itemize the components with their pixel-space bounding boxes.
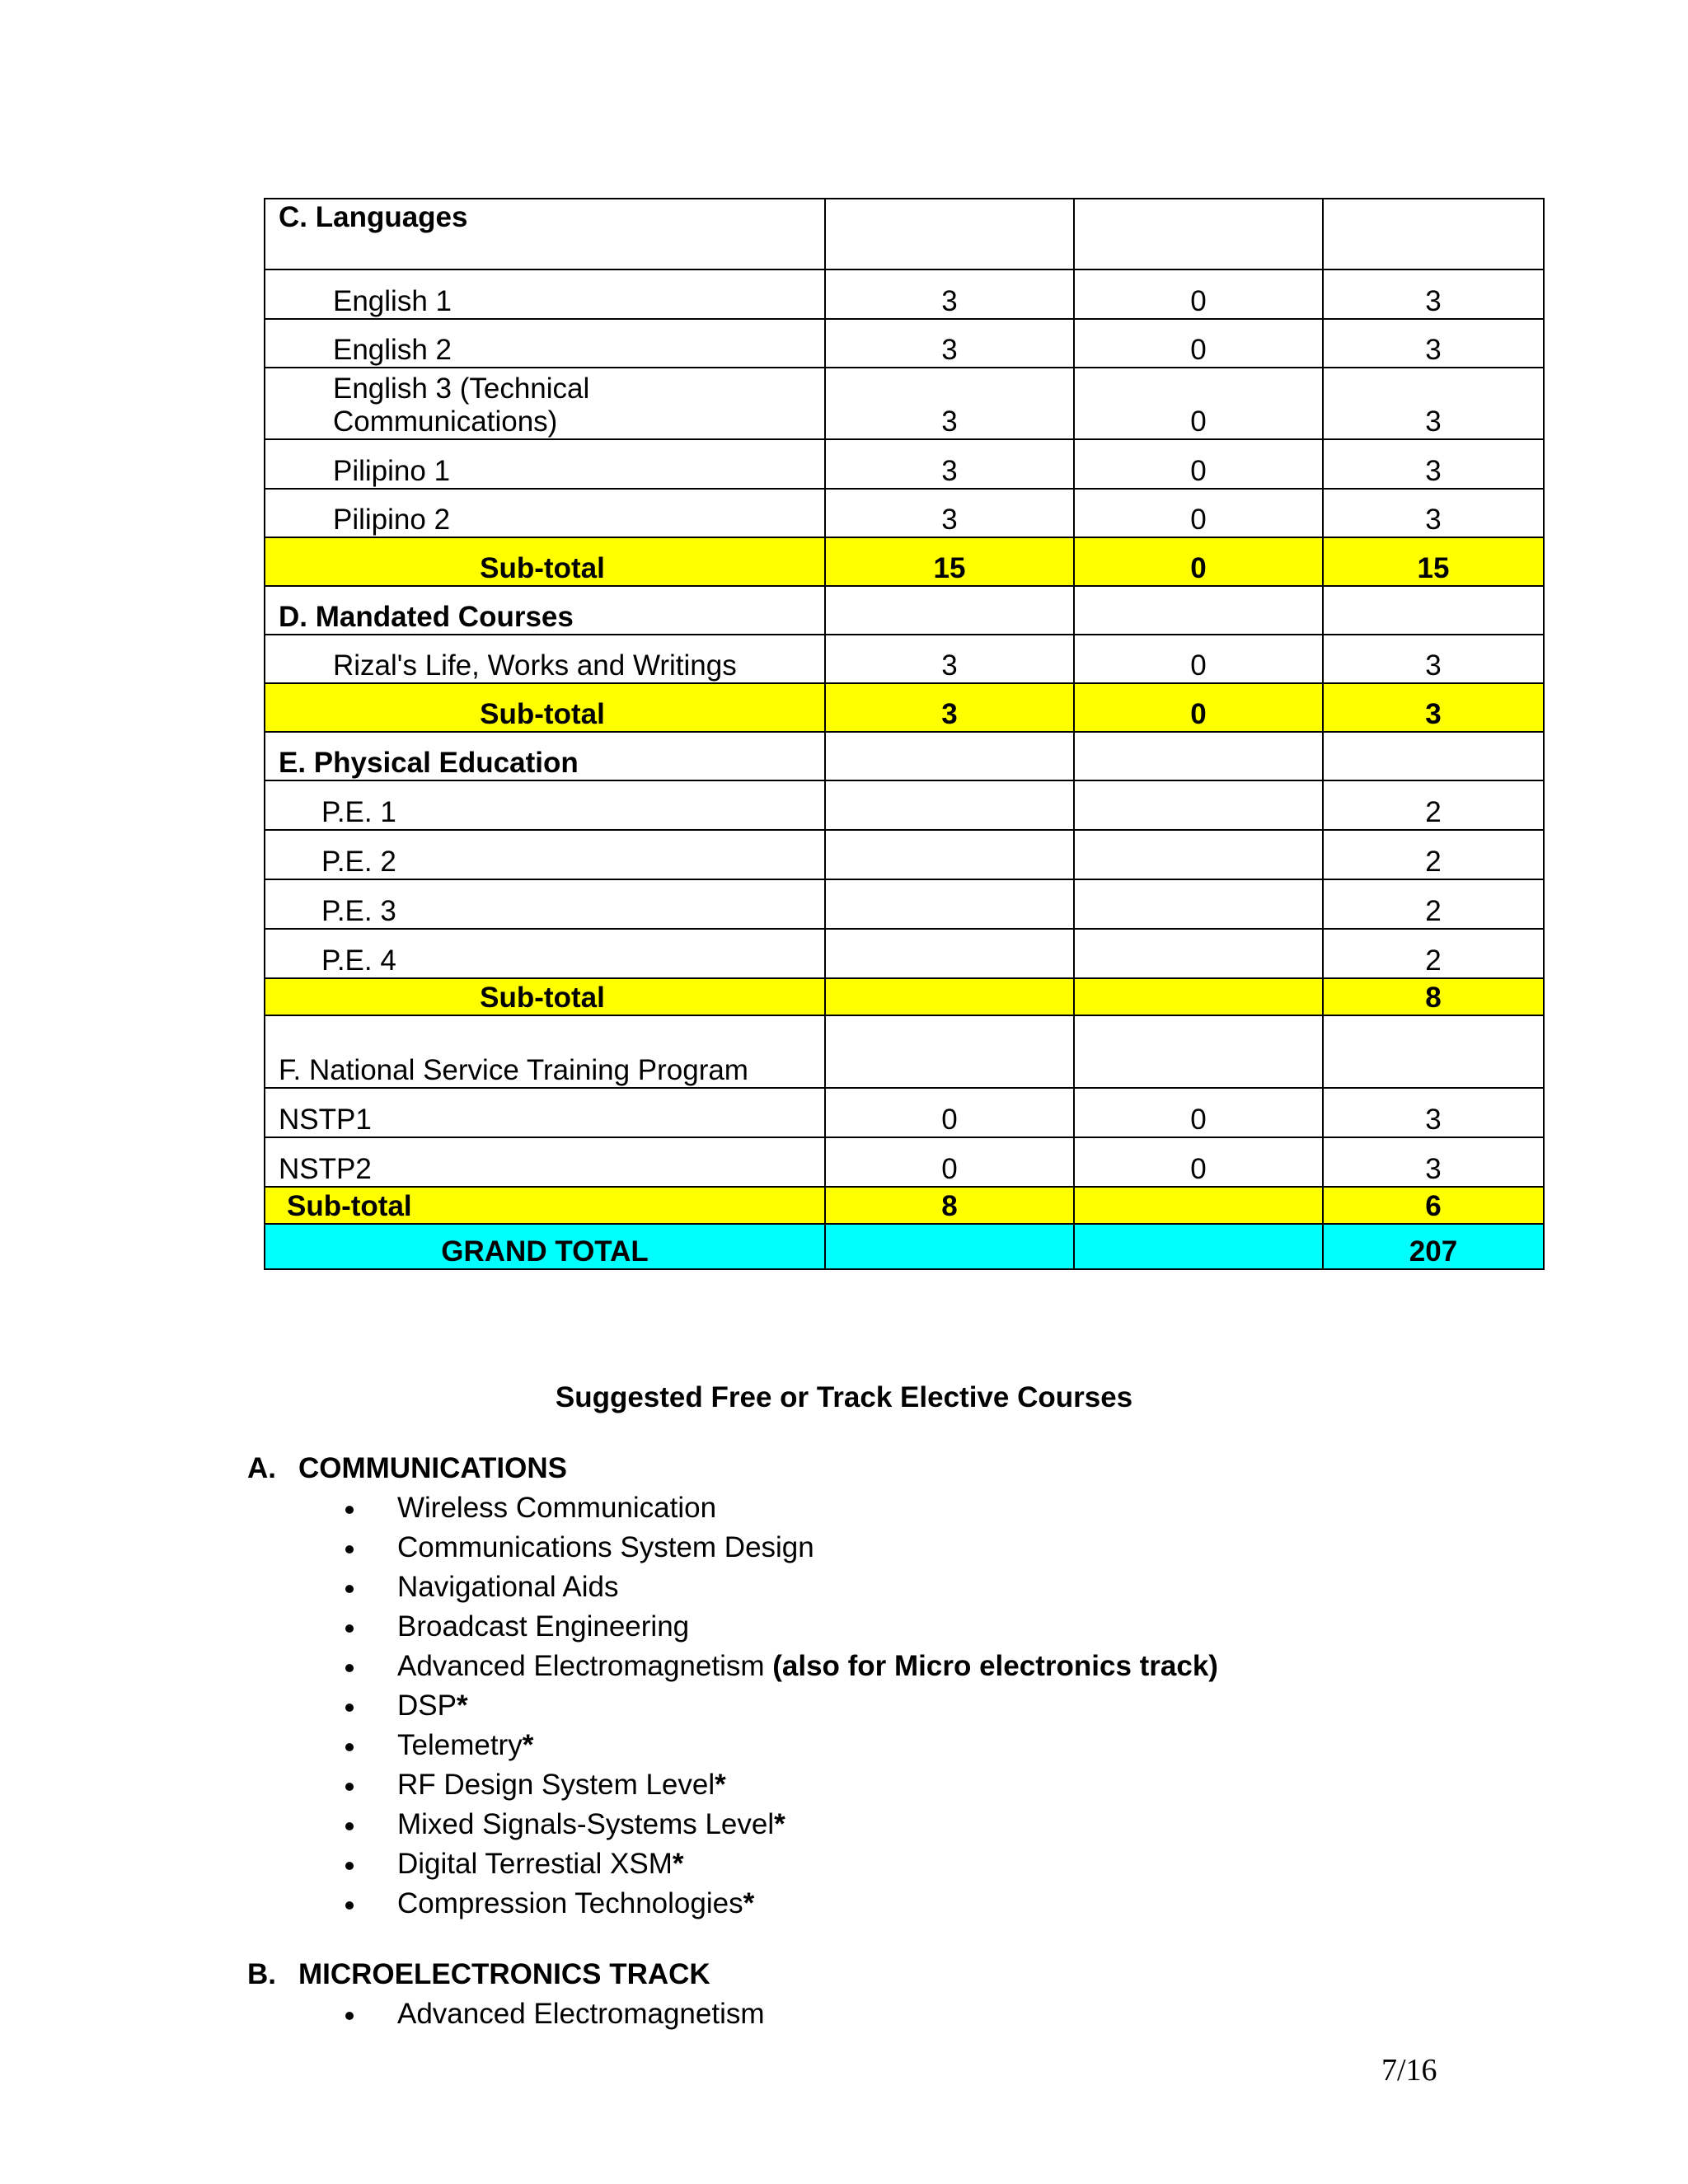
section-heading: C. Languages	[265, 199, 825, 269]
bullet-icon	[345, 1506, 354, 1514]
section-row-pe	[265, 732, 1544, 780]
section-heading: D. Mandated Courses	[265, 586, 825, 635]
table-row	[265, 830, 1544, 879]
bullet-icon	[345, 1585, 354, 1593]
credit-units: 2	[1323, 830, 1544, 879]
lab-units: 0	[1074, 1137, 1323, 1187]
elective-name: Digital Terrestial XSM	[397, 1848, 673, 1880]
subtotal-units: 8	[1323, 978, 1544, 1015]
credit-units: 3	[1323, 635, 1544, 683]
elective-name: Mixed Signals-Systems Level	[397, 1808, 775, 1840]
credit-units: 2	[1323, 780, 1544, 830]
course-name	[265, 368, 825, 439]
lecture-units: 3	[825, 319, 1074, 368]
course-name: P.E. 3	[265, 879, 825, 929]
bullet-icon	[345, 1862, 354, 1870]
table-row	[265, 780, 1544, 830]
subtotal-row	[265, 537, 1544, 586]
course-name: NSTP2	[265, 1137, 825, 1187]
elective-name: Advanced Electromagnetism	[397, 1650, 773, 1682]
elective-note: *	[774, 1808, 785, 1840]
lab-units: 0	[1074, 1088, 1323, 1137]
curriculum-table	[264, 198, 1545, 1270]
table-row	[265, 368, 1544, 439]
subtotal-row	[265, 978, 1544, 1015]
section-title: COMMUNICATIONS	[298, 1452, 567, 1484]
section-heading: E. Physical Education	[265, 732, 825, 780]
credit-units: 3	[1323, 368, 1544, 439]
section-row-nstp	[265, 1015, 1544, 1088]
bullet-icon	[345, 1664, 354, 1672]
elective-name: Navigational Aids	[397, 1571, 619, 1603]
course-name: Pilipino 2	[265, 489, 825, 537]
subtotal-units: 15	[1323, 537, 1544, 586]
credit-units: 2	[1323, 929, 1544, 978]
elective-note: *	[456, 1690, 468, 1722]
elective-note: *	[743, 1887, 755, 1919]
bullet-icon	[345, 1743, 354, 1751]
subtotal-lecture: 3	[825, 683, 1074, 732]
credit-units: 2	[1323, 879, 1544, 929]
credit-units: 3	[1323, 319, 1544, 368]
bullet-icon	[345, 1704, 354, 1712]
section-title: MICROELECTRONICS TRACK	[298, 1958, 710, 1990]
subtotal-row	[265, 683, 1544, 732]
bullet-icon	[345, 2012, 354, 2020]
subtotal-label: Sub-total	[265, 1187, 825, 1224]
lab-units: 0	[1074, 319, 1323, 368]
subtotal-lecture: 15	[825, 537, 1074, 586]
credit-units: 3	[1323, 1088, 1544, 1137]
subtotal-row	[265, 1187, 1544, 1224]
elective-name: Broadcast Engineering	[397, 1610, 690, 1643]
elective-note: *	[715, 1769, 726, 1801]
credit-units: 3	[1323, 1137, 1544, 1187]
grand-total-units: 207	[1323, 1224, 1544, 1269]
bullet-icon	[345, 1901, 354, 1910]
table-row	[265, 319, 1544, 368]
lab-units: 0	[1074, 635, 1323, 683]
subtotal-label: Sub-total	[265, 978, 825, 1015]
lab-units: 0	[1074, 269, 1323, 319]
course-name: NSTP1	[265, 1088, 825, 1137]
table-row	[265, 269, 1544, 319]
table-row	[265, 635, 1544, 683]
elective-name: DSP	[397, 1690, 457, 1722]
course-name-line: Communications)	[333, 405, 558, 438]
section-letter: A.	[247, 1452, 276, 1484]
elective-note: *	[672, 1848, 684, 1880]
course-name: P.E. 1	[265, 780, 825, 830]
subtotal-label: Sub-total	[265, 537, 825, 586]
subtotal-lab: 0	[1074, 683, 1323, 732]
course-name: English 2	[265, 319, 825, 368]
lecture-units: 0	[825, 1137, 1074, 1187]
subtotal-units: 3	[1323, 683, 1544, 732]
grand-total-row	[265, 1224, 1544, 1269]
subtotal-lecture: 8	[825, 1187, 1074, 1224]
electives-title: Suggested Free or Track Elective Courses	[555, 1381, 1133, 1413]
bullet-icon	[345, 1545, 354, 1554]
section-row-mandated	[265, 586, 1544, 635]
table-row	[265, 489, 1544, 537]
lecture-units: 0	[825, 1088, 1074, 1137]
elective-note: *	[522, 1729, 534, 1761]
table-row	[265, 1137, 1544, 1187]
course-name: P.E. 2	[265, 830, 825, 879]
section-row-languages	[265, 199, 1544, 269]
subtotal-lab: 0	[1074, 537, 1323, 586]
subtotal-label: Sub-total	[265, 683, 825, 732]
page-number: 7/16	[1381, 2053, 1437, 2088]
elective-name: RF Design System Level	[397, 1769, 715, 1801]
elective-name: Wireless Communication	[397, 1492, 717, 1524]
elective-name: Compression Technologies	[397, 1887, 743, 1919]
course-name: Rizal's Life, Works and Writings	[265, 635, 825, 683]
table-row	[265, 439, 1544, 489]
lab-units: 0	[1074, 368, 1323, 439]
elective-section-heading	[247, 1452, 567, 1485]
lab-units: 0	[1074, 439, 1323, 489]
lecture-units: 3	[825, 439, 1074, 489]
elective-name: Communications System Design	[397, 1531, 814, 1563]
lecture-units: 3	[825, 635, 1074, 683]
section-heading: F. National Service Training Program	[265, 1015, 825, 1088]
bullet-icon	[345, 1822, 354, 1830]
subtotal-units: 6	[1323, 1187, 1544, 1224]
credit-units: 3	[1323, 269, 1544, 319]
elective-name: Telemetry	[397, 1729, 523, 1761]
lab-units: 0	[1074, 489, 1323, 537]
section-letter: B.	[247, 1958, 276, 1990]
elective-note: (also for Micro electronics track)	[772, 1650, 1218, 1682]
credit-units: 3	[1323, 439, 1544, 489]
table-row	[265, 879, 1544, 929]
course-name: P.E. 4	[265, 929, 825, 978]
bullet-icon	[345, 1783, 354, 1791]
grand-total-label: GRAND TOTAL	[265, 1224, 825, 1269]
elective-section-heading	[247, 1958, 710, 1991]
lecture-units: 3	[825, 269, 1074, 319]
course-name: English 1	[265, 269, 825, 319]
credit-units: 3	[1323, 489, 1544, 537]
bullet-icon	[345, 1624, 354, 1633]
table-row	[265, 929, 1544, 978]
lecture-units: 3	[825, 368, 1074, 439]
course-name-line: English 3 (Technical	[333, 373, 590, 405]
lecture-units: 3	[825, 489, 1074, 537]
table-row	[265, 1088, 1544, 1137]
elective-name: Advanced Electromagnetism	[397, 1998, 765, 2030]
course-name: Pilipino 1	[265, 439, 825, 489]
